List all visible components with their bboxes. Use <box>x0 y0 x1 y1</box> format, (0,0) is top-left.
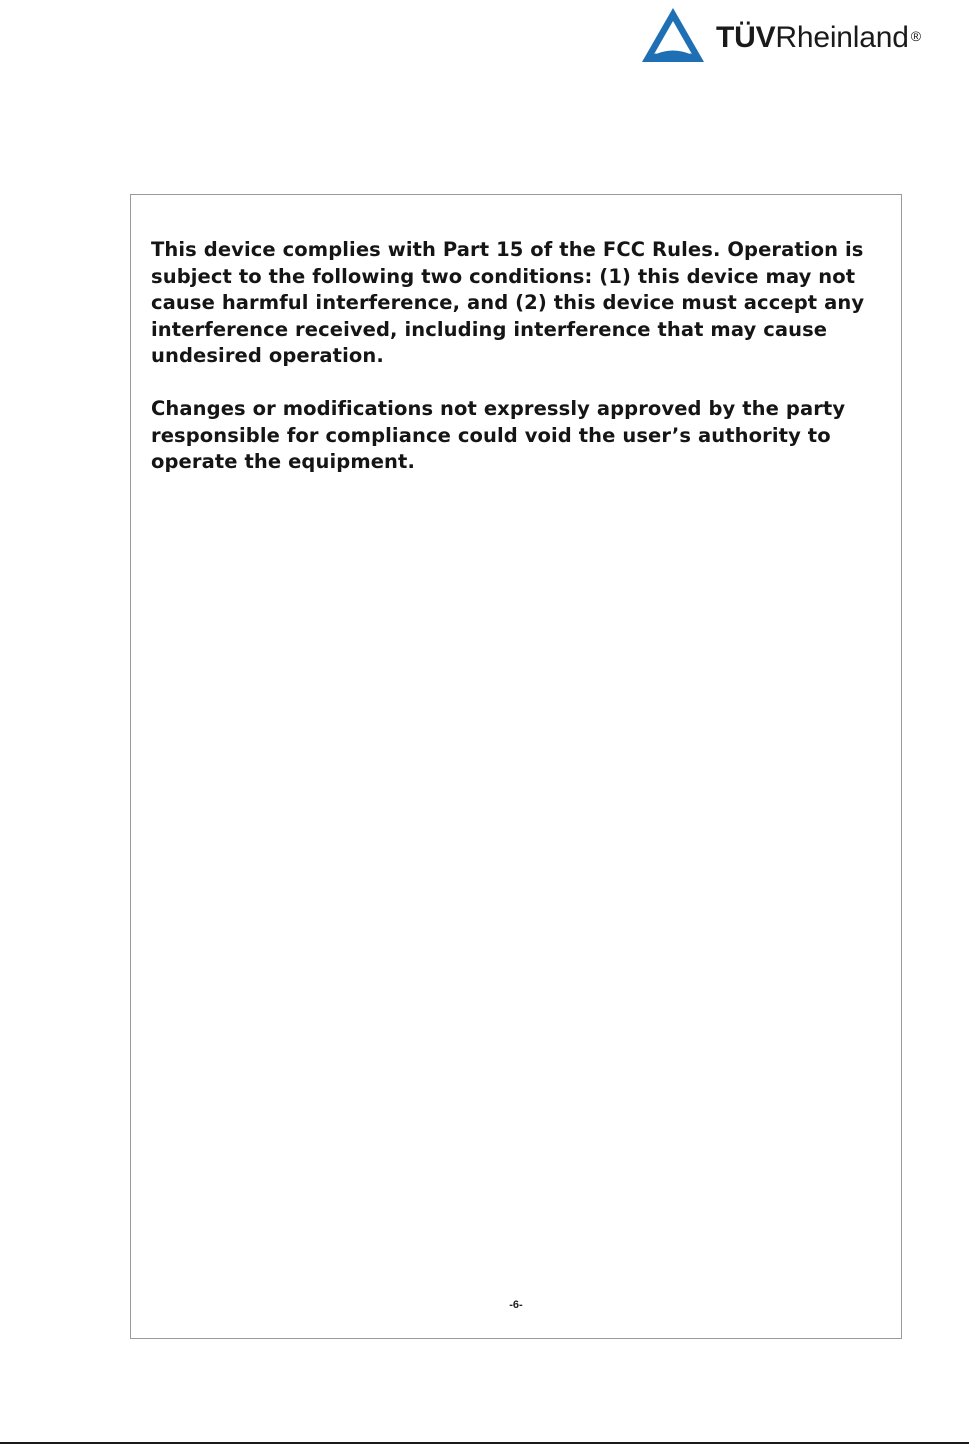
page-number: -6- <box>509 1299 523 1311</box>
tuv-rheinland-logo <box>640 6 960 66</box>
document-body <box>151 237 871 502</box>
document-page <box>130 194 902 1339</box>
brand-name-light: Rheinland <box>775 21 909 54</box>
brand-name-bold: TÜV <box>716 21 776 54</box>
triangle-logo-icon <box>640 6 706 64</box>
registered-mark: ® <box>910 28 921 44</box>
fcc-compliance-paragraph: This device complies with Part 15 of the FCC Rules. Operation is subject to the following two conditions: (1) this device may not cause harmful interference, and (2) this device must accept any interference received, including interference that may cause undesired operation. <box>151 238 865 368</box>
modification-warning-paragraph: Changes or modifications not expressly approved by the party responsible for compliance could void the user’s authority to operate the equipment. <box>151 396 846 474</box>
brand-name <box>716 20 921 56</box>
